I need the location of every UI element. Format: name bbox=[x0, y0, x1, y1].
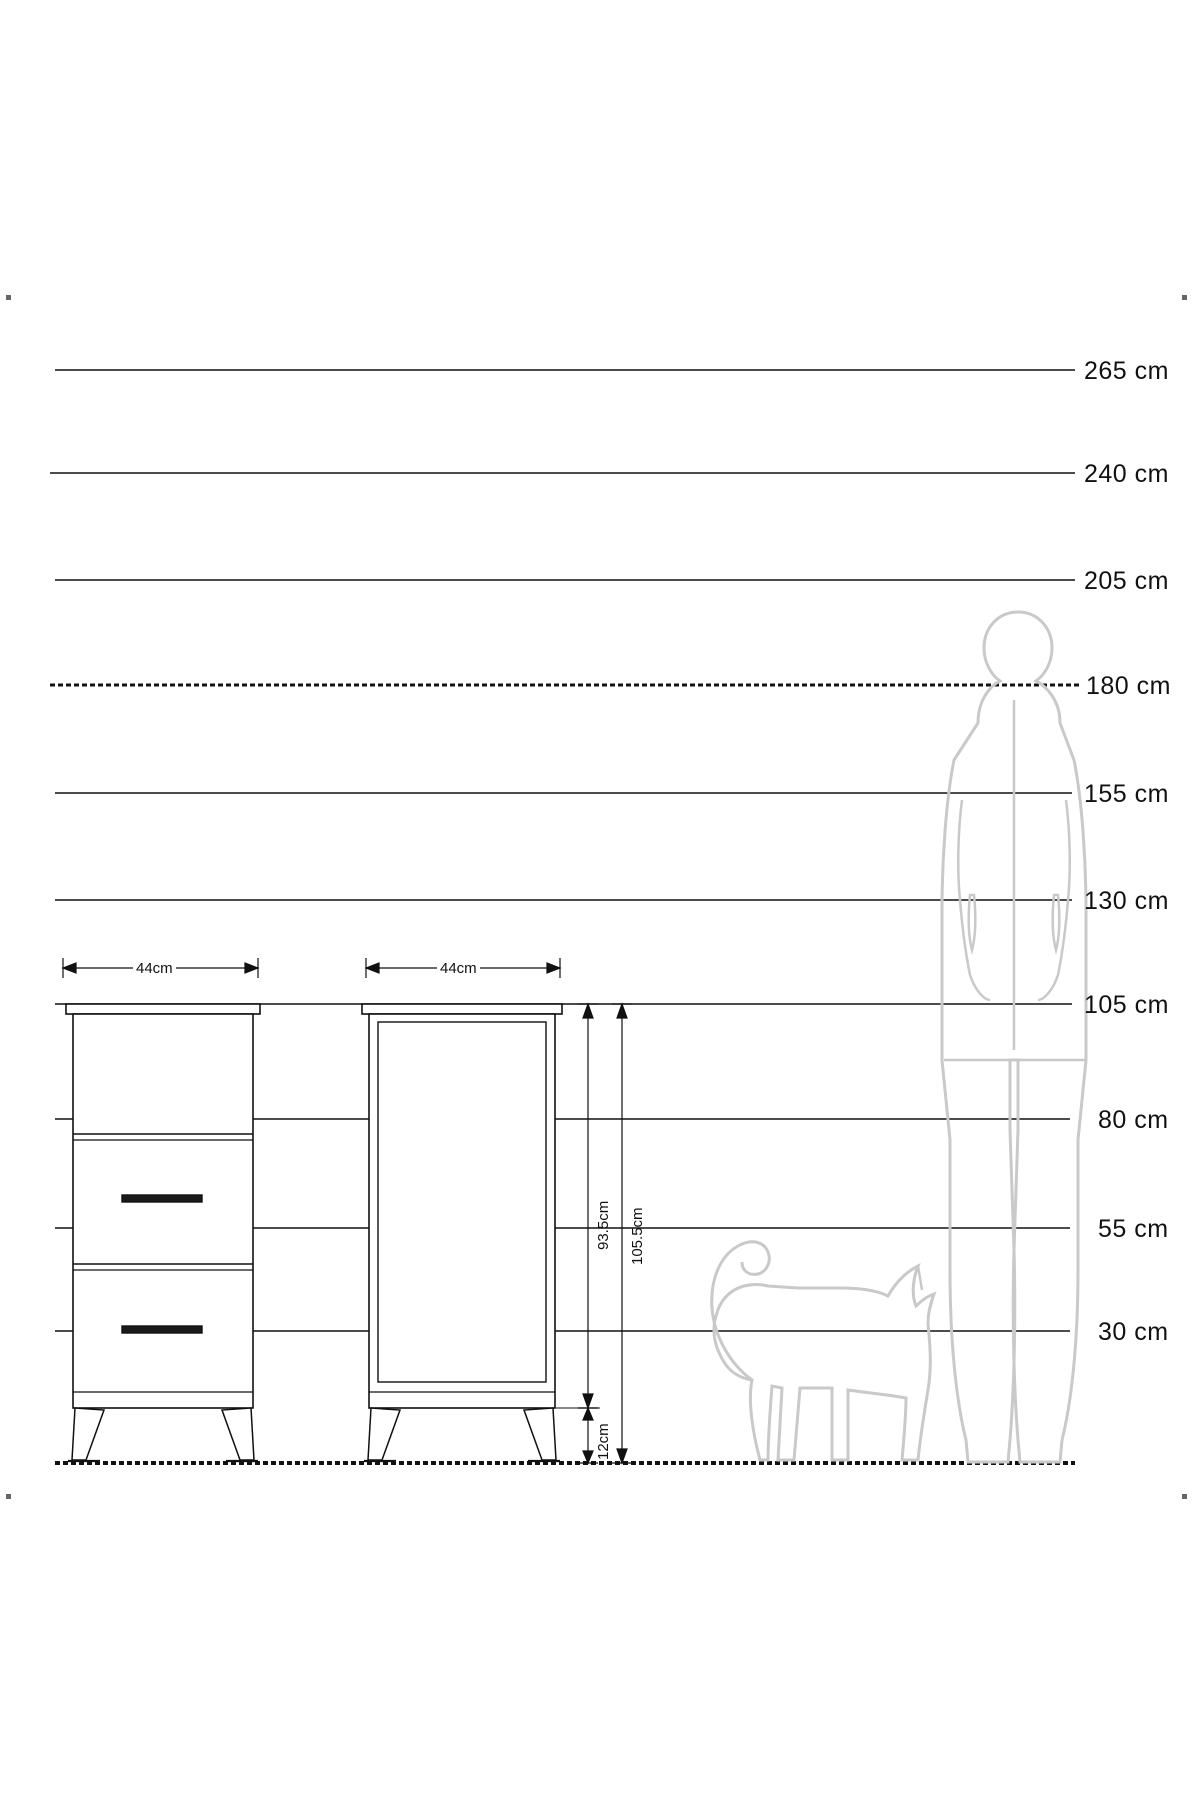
scale-label-265: 265 cm bbox=[1084, 357, 1169, 385]
scale-label-30: 30 cm bbox=[1098, 1318, 1169, 1346]
cabinet-open-shelf bbox=[66, 1004, 260, 1461]
height-dimension-93-5 bbox=[556, 1004, 600, 1408]
height-label-93-5: 93.5cm bbox=[595, 1200, 612, 1250]
scale-label-155: 155 cm bbox=[1084, 780, 1169, 808]
scale-label-240: 240 cm bbox=[1084, 460, 1169, 488]
height-label-105-5: 105.5cm bbox=[629, 1207, 646, 1265]
height-label-12: 12cm bbox=[595, 1423, 612, 1460]
width-label-cabinet-1: 44cm bbox=[133, 960, 176, 977]
scale-label-180: 180 cm bbox=[1086, 672, 1171, 700]
scale-label-130: 130 cm bbox=[1084, 887, 1169, 915]
width-label-cabinet-2: 44cm bbox=[437, 960, 480, 977]
scale-label-105: 105 cm bbox=[1084, 991, 1169, 1019]
scale-label-205: 205 cm bbox=[1084, 567, 1169, 595]
cabinet-door bbox=[362, 1004, 562, 1461]
human-silhouette bbox=[942, 612, 1086, 1462]
cat-silhouette bbox=[712, 1242, 934, 1460]
scale-label-80: 80 cm bbox=[1098, 1106, 1169, 1134]
scale-label-55: 55 cm bbox=[1098, 1215, 1169, 1243]
